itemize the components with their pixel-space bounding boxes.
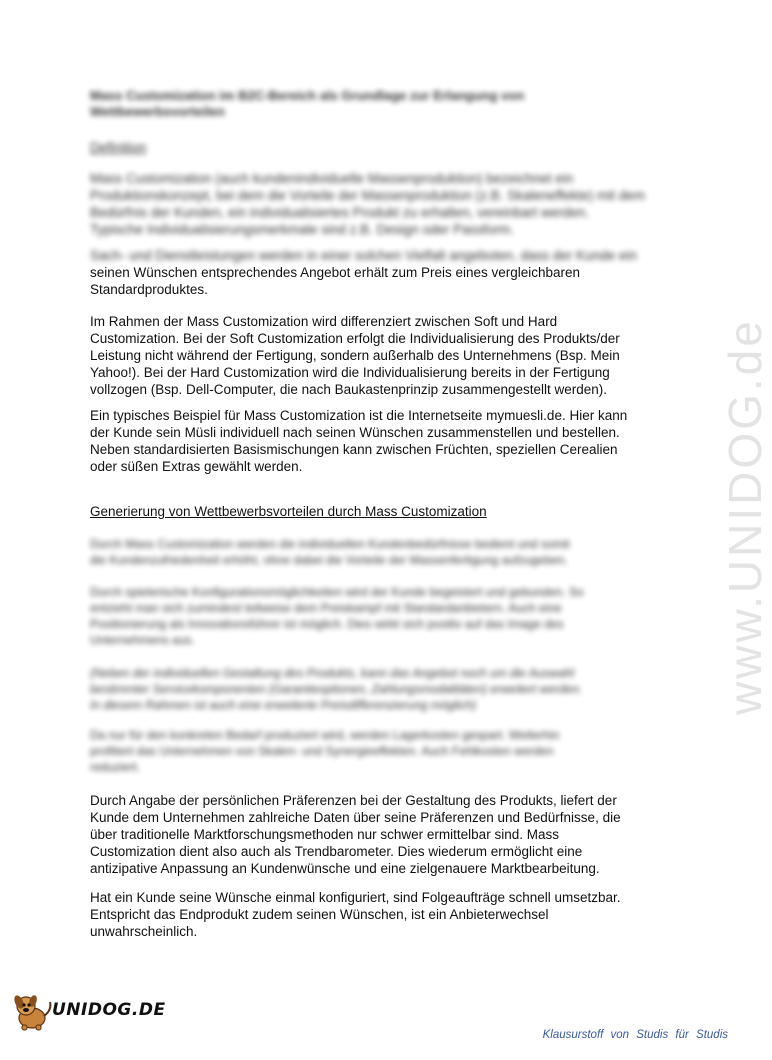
definition-heading: Definition	[90, 140, 147, 155]
text-line: die Kundenzufriedenheit erhöht, ohne dabei die Vorteile der Massenfertigung aufzugeben.	[90, 553, 568, 567]
title-line: Mass Customization im B2C-Bereich als Grundlage zur Erlangung von	[90, 88, 525, 103]
text-line: Durch Mass Customization werden die individuellen Kundenbedürfnisse bedient und somit	[90, 537, 570, 551]
text-line: Hat ein Kunde seine Wünsche einmal konfiguriert, sind Folgeaufträge schnell umsetzbar.	[90, 890, 621, 905]
logo-text: UNIDOG.DE	[52, 1000, 166, 1020]
text-line: profitiert das Unternehmen von Skalen- und Synergieeffekten. Auch Fehlkosten werden	[90, 744, 554, 758]
text-line: Customization. Bei der Soft Customization erfolgt die Individualisierung des Produkts/der	[90, 331, 620, 346]
text-line: unwahrscheinlich.	[90, 924, 198, 939]
footer-tagline: Klausurstoff von Studis für Studis	[542, 1029, 728, 1041]
text-line: Ein typisches Beispiel für Mass Customization ist die Internetseite mymuesli.de. Hier kann	[90, 408, 628, 423]
text-line: Leistung nicht während der Fertigung, sondern außerhalb des Unternehmens (Bsp. Mein	[90, 348, 620, 363]
paragraph-5	[90, 792, 670, 877]
text-line: Da nur für den konkreten Bedarf produziert wird, werden Lagerkosten gespart. Weiterhin	[90, 728, 560, 742]
text-line: über traditionelle Marktforschungsmethoden nur schwer ermittelbar sind. Mass	[90, 827, 559, 842]
text-line: Durch spielerische Konfigurationsmöglichkeiten wird der Kunde begeistert und gebunden. So	[90, 585, 584, 599]
definition-paragraph	[90, 170, 670, 238]
document-title	[90, 88, 610, 120]
text-line: (Neben der individuellen Gestaltung des Produkts, kann das Angebot noch um die Auswahl	[90, 666, 575, 680]
text-line: Yahoo!). Bei der Hard Customization wird die Individualisierung bereits in der Fertigung	[90, 365, 610, 380]
title-line: Wettbewerbsvorteilen	[90, 104, 225, 119]
text-line: der Kunde sein Müsli individuell nach seinen Wünschen zusammenstellen und bestellen.	[90, 425, 620, 440]
text-line: Typische Individualisierungsmerkmale sind z.B. Design oder Passform.	[90, 222, 514, 237]
text-line: Positionierung als Innovationsführer ist möglich. Dies wirkt sich positiv auf das Image des	[90, 617, 564, 631]
blurred-paragraph-a	[90, 536, 670, 568]
section-heading: Generierung von Wettbewerbsvorteilen durch Mass Customization	[90, 504, 487, 519]
text-line: entzieht man sich zumindest teilweise dem Preiskampf mit Standardanbietern. Auch eine	[90, 601, 562, 615]
text-line: seinen Wünschen entsprechendes Angebot erhält zum Preis eines vergleichbaren	[90, 265, 581, 280]
text-line: Durch Angabe der persönlichen Präferenzen bei der Gestaltung des Produkts, liefert der	[90, 793, 617, 808]
text-line: Standardproduktes.	[90, 282, 208, 297]
text-line: Unternehmens aus.	[90, 633, 195, 647]
watermark: www.UNIDOG.de	[719, 318, 771, 715]
blurred-paragraph-d	[90, 727, 670, 775]
text-line: Customization dient also auch als Trendbarometer. Dies wiederum ermöglicht eine	[90, 844, 583, 859]
blurred-paragraph-c	[90, 665, 670, 713]
paragraph-2	[90, 247, 670, 298]
blurred-paragraph-b	[90, 584, 670, 648]
text-line: Bedürfnis der Kunden, ein individualisiertes Produkt zu erhalten, vereinbart werden.	[90, 205, 590, 220]
text-line: Neben standardisierten Basismischungen kann zwischen Früchten, speziellen Cerealien	[90, 442, 618, 457]
text-line: antizipative Anpassung an Kundenwünsche und eine zielgenauere Marktbearbeitung.	[90, 861, 600, 876]
text-line: Entspricht das Endprodukt zudem seinen Wünschen, ist ein Anbieterwechsel	[90, 907, 549, 922]
text-line: Sach- und Dienstleistungen werden in einer solchen Vielfalt angeboten, dass der Kunde ein	[90, 248, 637, 263]
text-line: In diesem Rahmen ist auch eine erweiterte Preisdifferenzierung möglich)	[90, 698, 477, 712]
text-line: Kunde dem Unternehmen zahlreiche Daten über seine Präferenzen und Bedürfnisse, die	[90, 810, 621, 825]
text-line: Mass Customization (auch kundenindividuelle Massenproduktion) bezeichnet ein	[90, 171, 574, 186]
paragraph-4	[90, 407, 670, 475]
text-line: Produktionskonzept, bei dem die Vorteile der Massenproduktion (z.B. Skaleneffekte) mit dem	[90, 188, 646, 203]
paragraph-6	[90, 889, 670, 940]
paragraph-3	[90, 313, 670, 398]
text-line: oder süßen Extras gewählt werden.	[90, 459, 303, 474]
text-line: Im Rahmen der Mass Customization wird differenziert zwischen Soft und Hard	[90, 314, 558, 329]
text-line: vollzogen (Bsp. Dell-Computer, die nach Baukastenprinzip zusammengestellt werden).	[90, 382, 608, 397]
text-line: reduziert.	[90, 760, 141, 774]
text-line: bestimmter Servicekomponenten (Garantieoptionen, Zahlungsmodalitäten) erweitert werden.	[90, 682, 583, 696]
